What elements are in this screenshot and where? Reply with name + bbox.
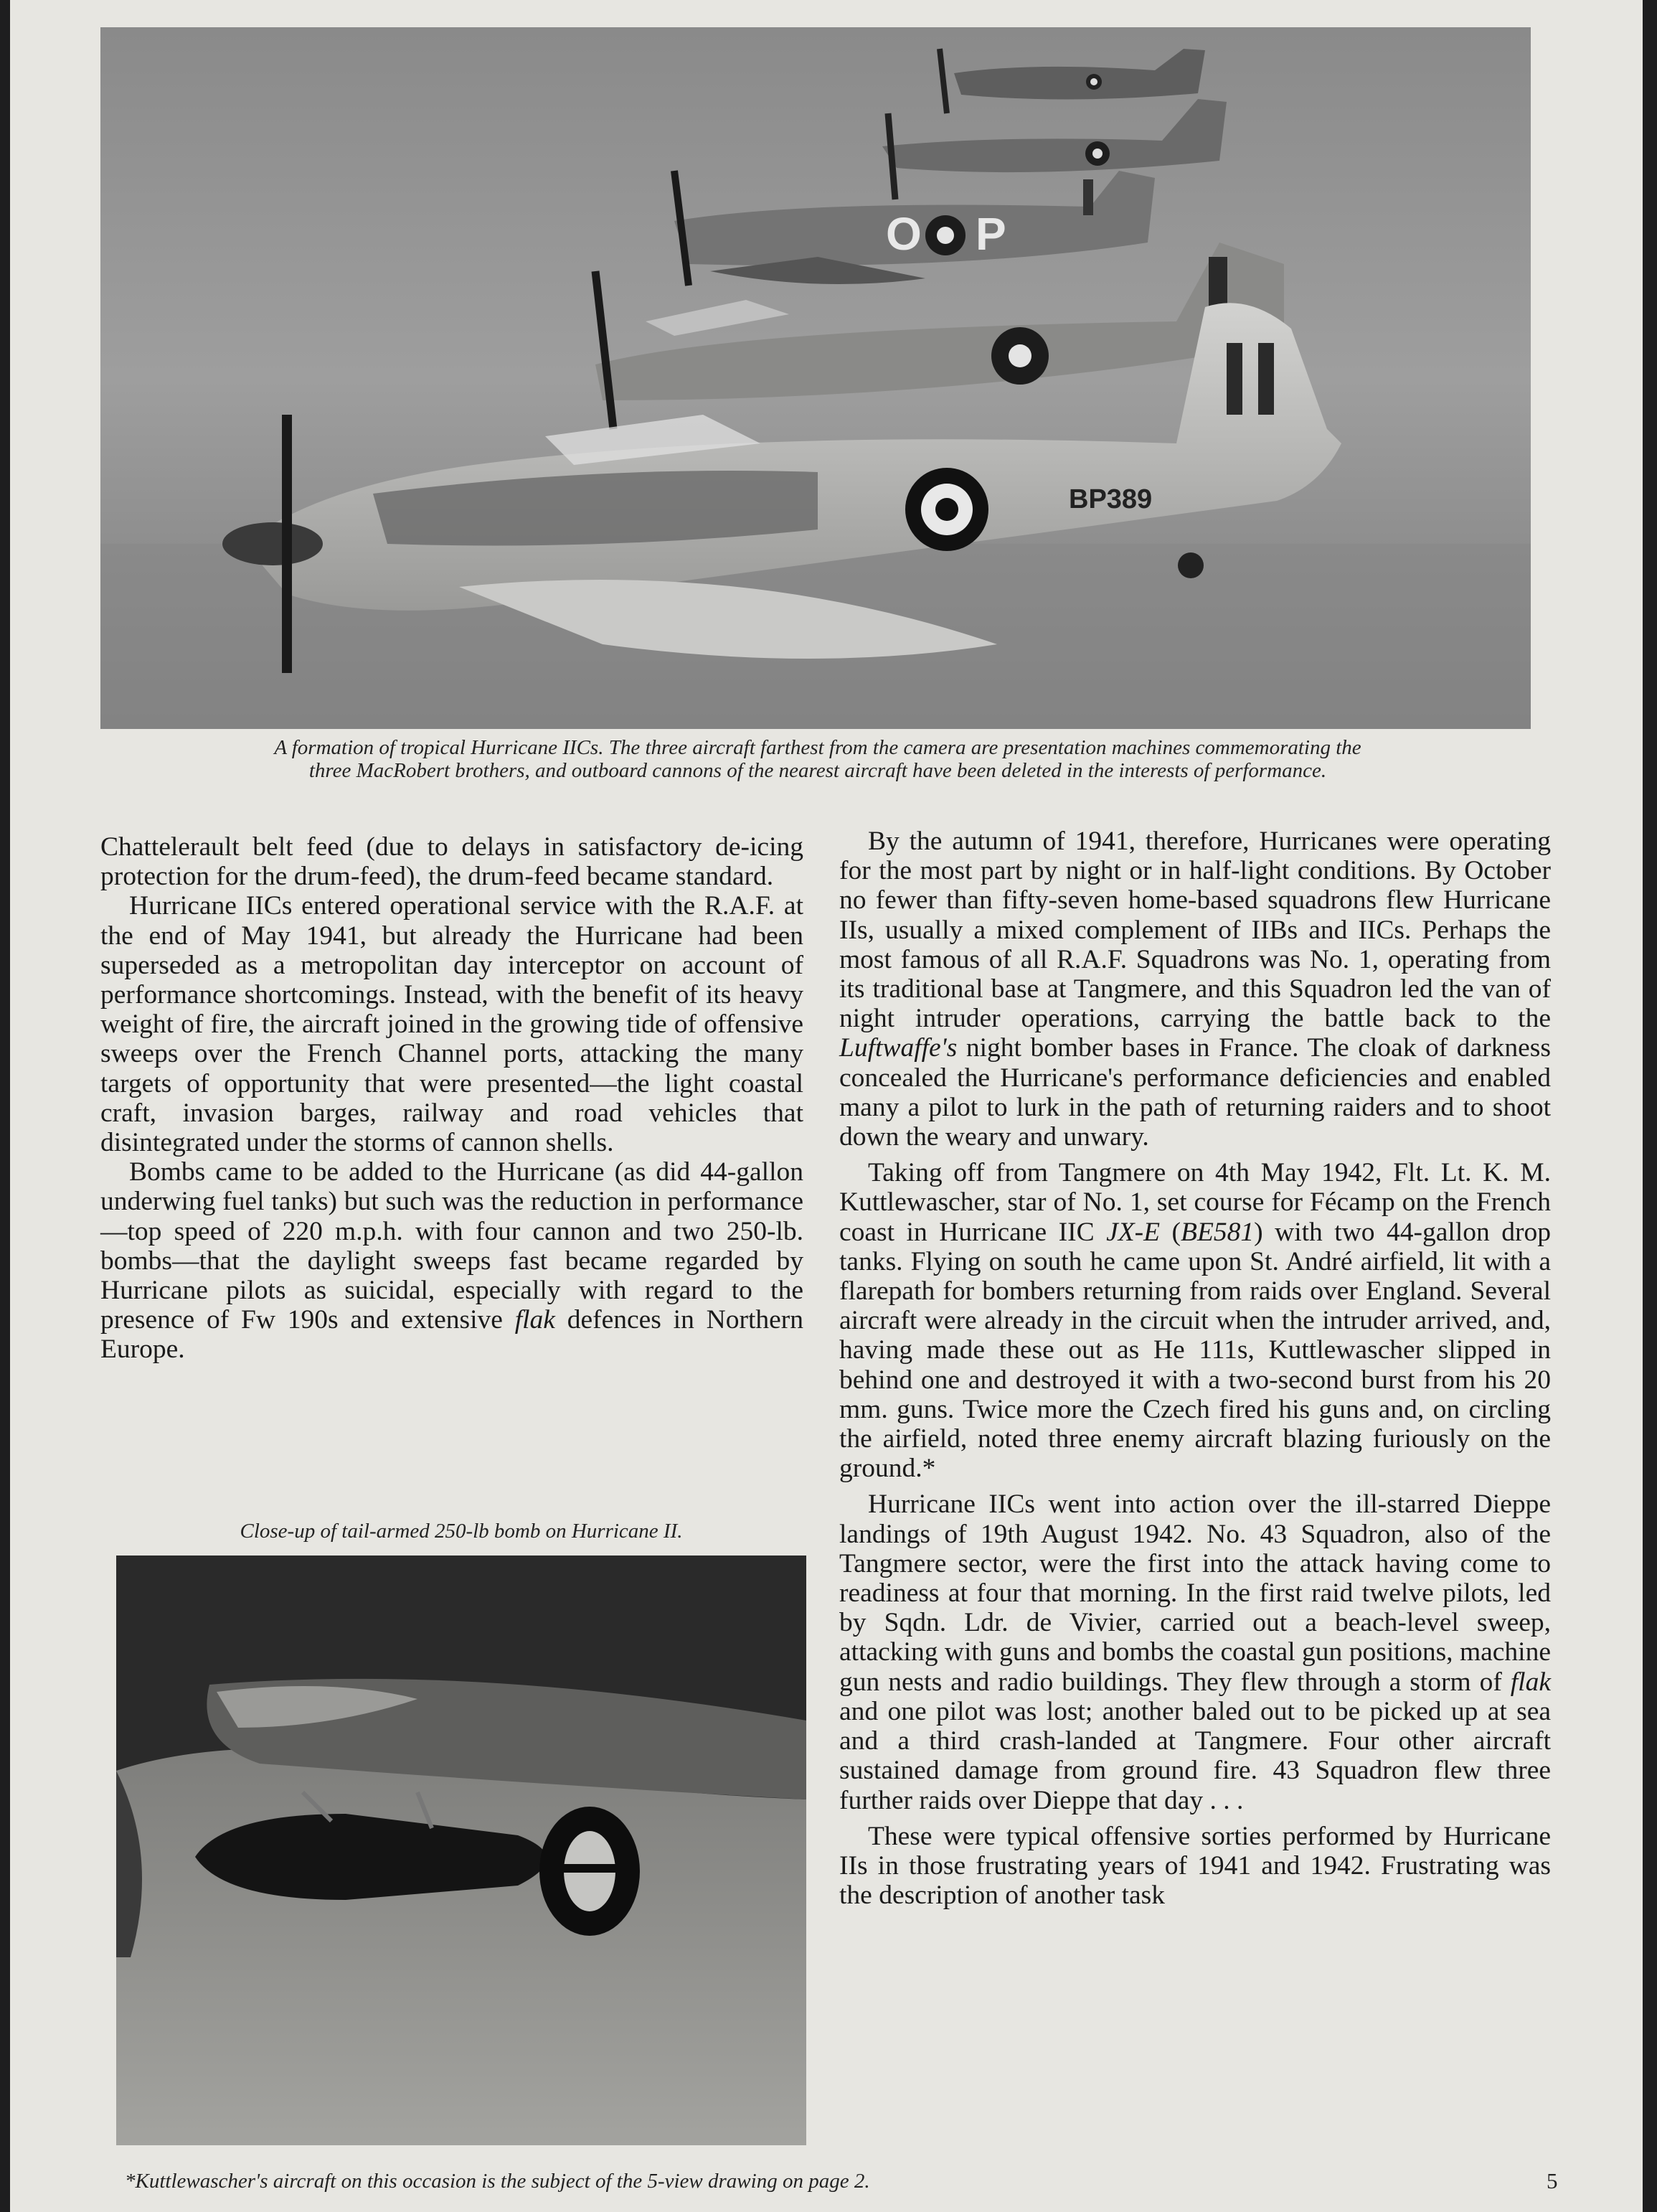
page-number: 5 [1547, 2168, 1558, 2193]
right-paragraph-2 [839, 1158, 1551, 1483]
aircraft-serial: BP389 [1069, 484, 1153, 514]
caption-line-2: three MacRobert brothers, and outboard cannons of the nearest aircraft have been deleted in the interests of performance. [308, 759, 1327, 782]
right-p3-text-b: and one pilot was lost; another baled out to be picked up at sea and a third crash-landed at Tangmere. Four other aircraft sustained damage from ground fire. 43 Squadron flew three further raids over Dieppe that day . . . [839, 1696, 1551, 1815]
bomb-photo-caption: Close-up of tail-armed 250-lb bomb on Hurricane II. [240, 1520, 683, 1543]
right-p3-flak: flak [1510, 1667, 1551, 1697]
right-paragraph-1 [839, 827, 1551, 1152]
footnote: *Kuttlewascher's aircraft on this occasion is the subject of the 5-view drawing on page 2. [125, 2170, 870, 2193]
left-column [100, 832, 803, 1365]
caption-line-1: A formation of tropical Hurricane IICs. The three aircraft farthest from the camera are presentation machines commemorating the [274, 736, 1361, 759]
right-p2-code: JX-E [1106, 1217, 1161, 1247]
right-p3-text-a: Hurricane IICs went into action over the ill-starred Dieppe landings of 19th August 1942. No. 43 Squadron, also of the Tangmere sector, were the first into the attack having come to readiness at four that morning. In the first raid twelve pilots, led by Sqdn. Ldr. de Vivier, carried out a beach-level sweep, attacking with guns and bombs the coastal gun positions, machine gun nests and radio buildings. They flew through a storm of [839, 1489, 1551, 1697]
right-p2-serial: BE581 [1181, 1217, 1255, 1247]
magazine-page [10, 0, 1643, 2212]
left-paragraph-1: Chattelerault belt feed (due to delays in satisfactory de-icing protection for the drum-feed), the drum-feed became standard. [100, 832, 803, 892]
right-paragraph-4: These were typical offensive sorties performed by Hurricane IIs in those frustrating years of 1941 and 1942. Frustrating was the description of another task [839, 1821, 1551, 1911]
right-paragraph-3 [839, 1489, 1551, 1815]
left-p3-text-b: defences in Northern Europe. [100, 1305, 803, 1365]
left-p3-text-a: Bombs came to be added to the Hurricane (as did 44-gallon underwing fuel tanks) but such was the reduction in performance—top speed of 220 m.p.h. with four cannon and two 250-lb. bombs—that the daylight sweeps fast became regarded by Hurricane pilots as suicidal, especially with regard to the presence of Fw 190s and extensive [100, 1157, 803, 1335]
hurricane-formation-photo [100, 27, 1531, 729]
right-p1-luftwaffe: Luftwaffe's [839, 1033, 958, 1063]
right-p2-text-a: Taking off from Tangmere on 4th May 1942, Flt. Lt. K. M. Kuttlewascher, star of No. 1, set course for Fécamp on the French coast in Hurricane IIC [839, 1158, 1551, 1247]
left-p3-flak: flak [514, 1305, 555, 1335]
right-p2-paren: ( [1160, 1217, 1181, 1247]
left-paragraph-2: Hurricane IICs entered operational service with the R.A.F. at the end of May 1941, but already the Hurricane had been superseded as a metropolitan day interceptor on account of performance shortcomings. Instead, with the benefit of its heavy weight of fire, the aircraft joined in the growing tide of offensive sweeps over the French Channel ports, attacking the many targets of opportunity that were presented—the light coastal craft, invasion barges, railway and road vehicles that disintegrated under the storms of cannon shells. [100, 891, 803, 1158]
left-paragraph-3 [100, 1157, 803, 1364]
svg-text:O: O [886, 208, 922, 260]
right-column [839, 827, 1551, 1910]
svg-text:P: P [976, 208, 1006, 260]
right-p2-text-b: ) with two 44-gallon drop tanks. Flying on south he came upon St. André airfield, lit with a flarepath for bombers returning from raids over England. Several aircraft were already in the circuit when the intruder arrived, and, having made these out as He 111s, Kuttlewascher slipped in behind one and destroyed it with a two-second burst from his 20 mm. guns. Twice more the Czech fired his guns and, on circling the airfield, noted three enemy aircraft blazing furiously on the ground.* [839, 1217, 1551, 1484]
right-p1-text-b: night bomber bases in France. The cloak of darkness concealed the Hurricane's performance deficiencies and enabled many a pilot to lurk in the path of returning raiders and to shoot down the weary and unwary. [839, 1033, 1551, 1152]
formation-photo-caption [100, 736, 1535, 782]
bomb-closeup-photo [116, 1556, 806, 2145]
right-p1-text-a: By the autumn of 1941, therefore, Hurricanes were operating for the most part by night or in half-light conditions. By October no fewer than fifty-seven home-based squadrons flew Hurricane IIs, usually a mixed complement of IIBs and IICs. Perhaps the most famous of all R.A.F. Squadrons was No. 1, operating from its traditional base at Tangmere, and this Squadron led the van of night intruder operations, carrying the battle back to the [839, 827, 1551, 1034]
